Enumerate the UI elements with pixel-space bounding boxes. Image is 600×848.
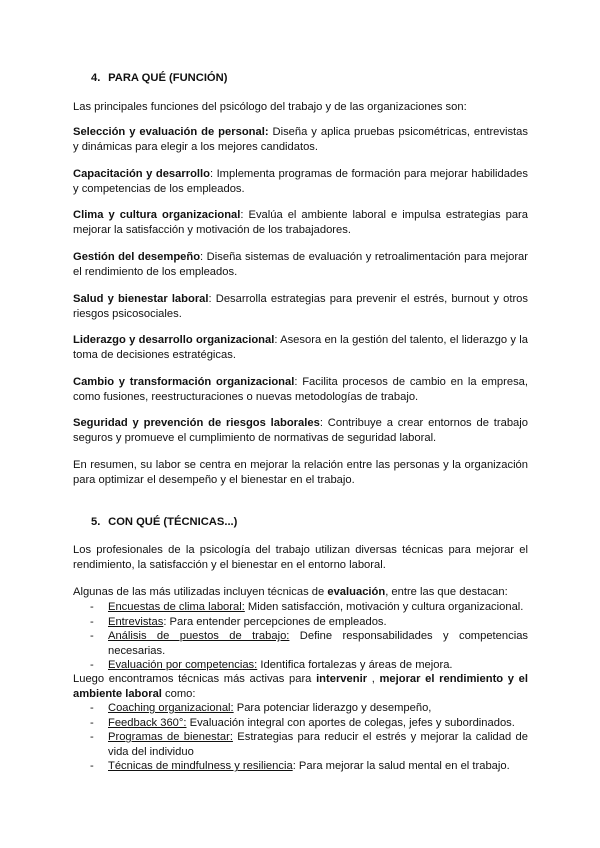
function-desc: : Desarrolla estrategias para prevenir el estrés, burnout y otros riesgos psicosociales. (73, 293, 528, 320)
function-item (73, 416, 528, 445)
evaluation-list (90, 600, 528, 673)
function-item (73, 167, 528, 196)
function-item (73, 333, 528, 362)
evaluation-intro-post: , entre las que destacan: (385, 586, 508, 598)
function-term: Clima y cultura organizacional (73, 209, 241, 221)
list-item-desc: Evaluación integral con aportes de colegas, jefes y subordinados. (186, 716, 515, 729)
section-5-title: CON QUÉ (TÉCNICAS...) (108, 516, 238, 528)
function-term: Salud y bienestar laboral (73, 293, 209, 305)
function-desc: : Diseña sistemas de evaluación y retroalimentación para mejorar el rendimiento de los empleados. (73, 251, 528, 278)
evaluation-intro (73, 585, 528, 600)
section-5-intro: Los profesionales de la psicología del trabajo utilizan diversas técnicas para mejorar el rendimiento, la satisfacción y el bienestar en el entorno laboral. (73, 544, 528, 571)
active-intro-post: como: (161, 687, 196, 700)
list-item (90, 629, 528, 658)
list-item-desc: Para potenciar liderazgo y desempeño, (233, 702, 432, 714)
list-item-desc: : Para entender percepciones de empleados. (163, 615, 387, 628)
active-intro-bold-2: mejorar el rendimiento y el ambiente laboral (73, 673, 528, 700)
evaluation-intro-bold: evaluación (327, 586, 386, 598)
function-term: Seguridad y prevención de riesgos laborales (73, 417, 320, 429)
list-item-term: Encuestas de clima laboral: (108, 601, 245, 613)
function-term: Selección y evaluación de personal: (73, 126, 269, 138)
list-item (90, 701, 528, 716)
list-item-term: Coaching organizacional: (108, 702, 234, 714)
list-item-desc: Define responsabilidades y competencias necesarias. (108, 630, 529, 657)
list-item-desc: Miden satisfacción, motivación y cultura organizacional. (244, 601, 524, 613)
section-4-number: 4. (91, 72, 101, 84)
function-desc: : Implementa programas de formación para mejorar habilidades y competencias de los empleados. (73, 168, 528, 195)
function-item (73, 375, 528, 404)
list-item-desc: Estrategias para reducir el estrés y mejorar la calidad de vida del individuo (108, 731, 528, 758)
active-intro-mid: , (367, 673, 380, 685)
function-desc: : Contribuye a crear entornos de trabajo seguros y promueve el cumplimiento de normativas de seguridad laboral. (73, 417, 528, 444)
list-item (90, 716, 528, 731)
active-intro-bold-1: intervenir (316, 673, 368, 685)
function-term: Cambio y transformación organizacional (73, 376, 295, 388)
list-item (90, 658, 528, 673)
function-term: Gestión del desempeño (73, 251, 201, 263)
list-item-term: Feedback 360°: (108, 716, 187, 729)
section-4-title: PARA QUÉ (FUNCIÓN) (108, 72, 228, 84)
function-desc: : Asesora en la gestión del talento, el liderazgo y la toma de decisiones estratégicas. (73, 334, 528, 361)
function-item (73, 250, 528, 279)
section-4-intro: Las principales funciones del psicólogo del trabajo y de las organizaciones son: (73, 101, 467, 113)
list-item-term: Evaluación por competencias: (108, 659, 258, 672)
active-techniques-list (90, 701, 528, 774)
list-item-term: Entrevistas (108, 615, 164, 628)
list-item (90, 615, 528, 630)
list-item (90, 730, 528, 759)
function-item (73, 292, 528, 321)
function-desc: : Facilita procesos de cambio en la empresa, como fusiones, reestructuraciones o nuevas metodologías de trabajo. (73, 376, 528, 403)
function-desc: Diseña y aplica pruebas psicométricas, entrevistas y dinámicas para elegir a los mejores candidatos. (73, 126, 528, 153)
function-term: Liderazgo y desarrollo organizacional (73, 334, 275, 346)
section-5-number: 5. (91, 516, 101, 528)
section-5-heading (91, 516, 237, 528)
function-desc: : Evalúa el ambiente laboral e impulsa estrategias para mejorar la satisfacción y motivación de los trabajadores. (73, 209, 528, 236)
list-item-desc: Identifica fortalezas y áreas de mejora. (257, 659, 453, 672)
function-item (73, 125, 528, 154)
list-item (90, 759, 528, 774)
function-item (73, 208, 528, 237)
list-item-term: Análisis de puestos de trabajo: (108, 630, 290, 643)
evaluation-intro-pre: Algunas de las más utilizadas incluyen técnicas de (73, 586, 328, 598)
section-4-heading (91, 72, 227, 84)
active-intro (73, 672, 528, 701)
active-intro-pre: Luego encontramos técnicas más activas para (73, 673, 317, 685)
section-4-summary: En resumen, su labor se centra en mejorar la relación entre las personas y la organización para optimizar el desempeño y el bienestar en el trabajo. (73, 459, 528, 486)
list-item-term: Técnicas de mindfulness y resiliencia (108, 760, 293, 773)
list-item-term: Programas de bienestar: (108, 731, 233, 744)
list-item-desc: : Para mejorar la salud mental en el trabajo. (292, 760, 510, 773)
list-item (90, 600, 528, 615)
function-term: Capacitación y desarrollo (73, 168, 210, 180)
